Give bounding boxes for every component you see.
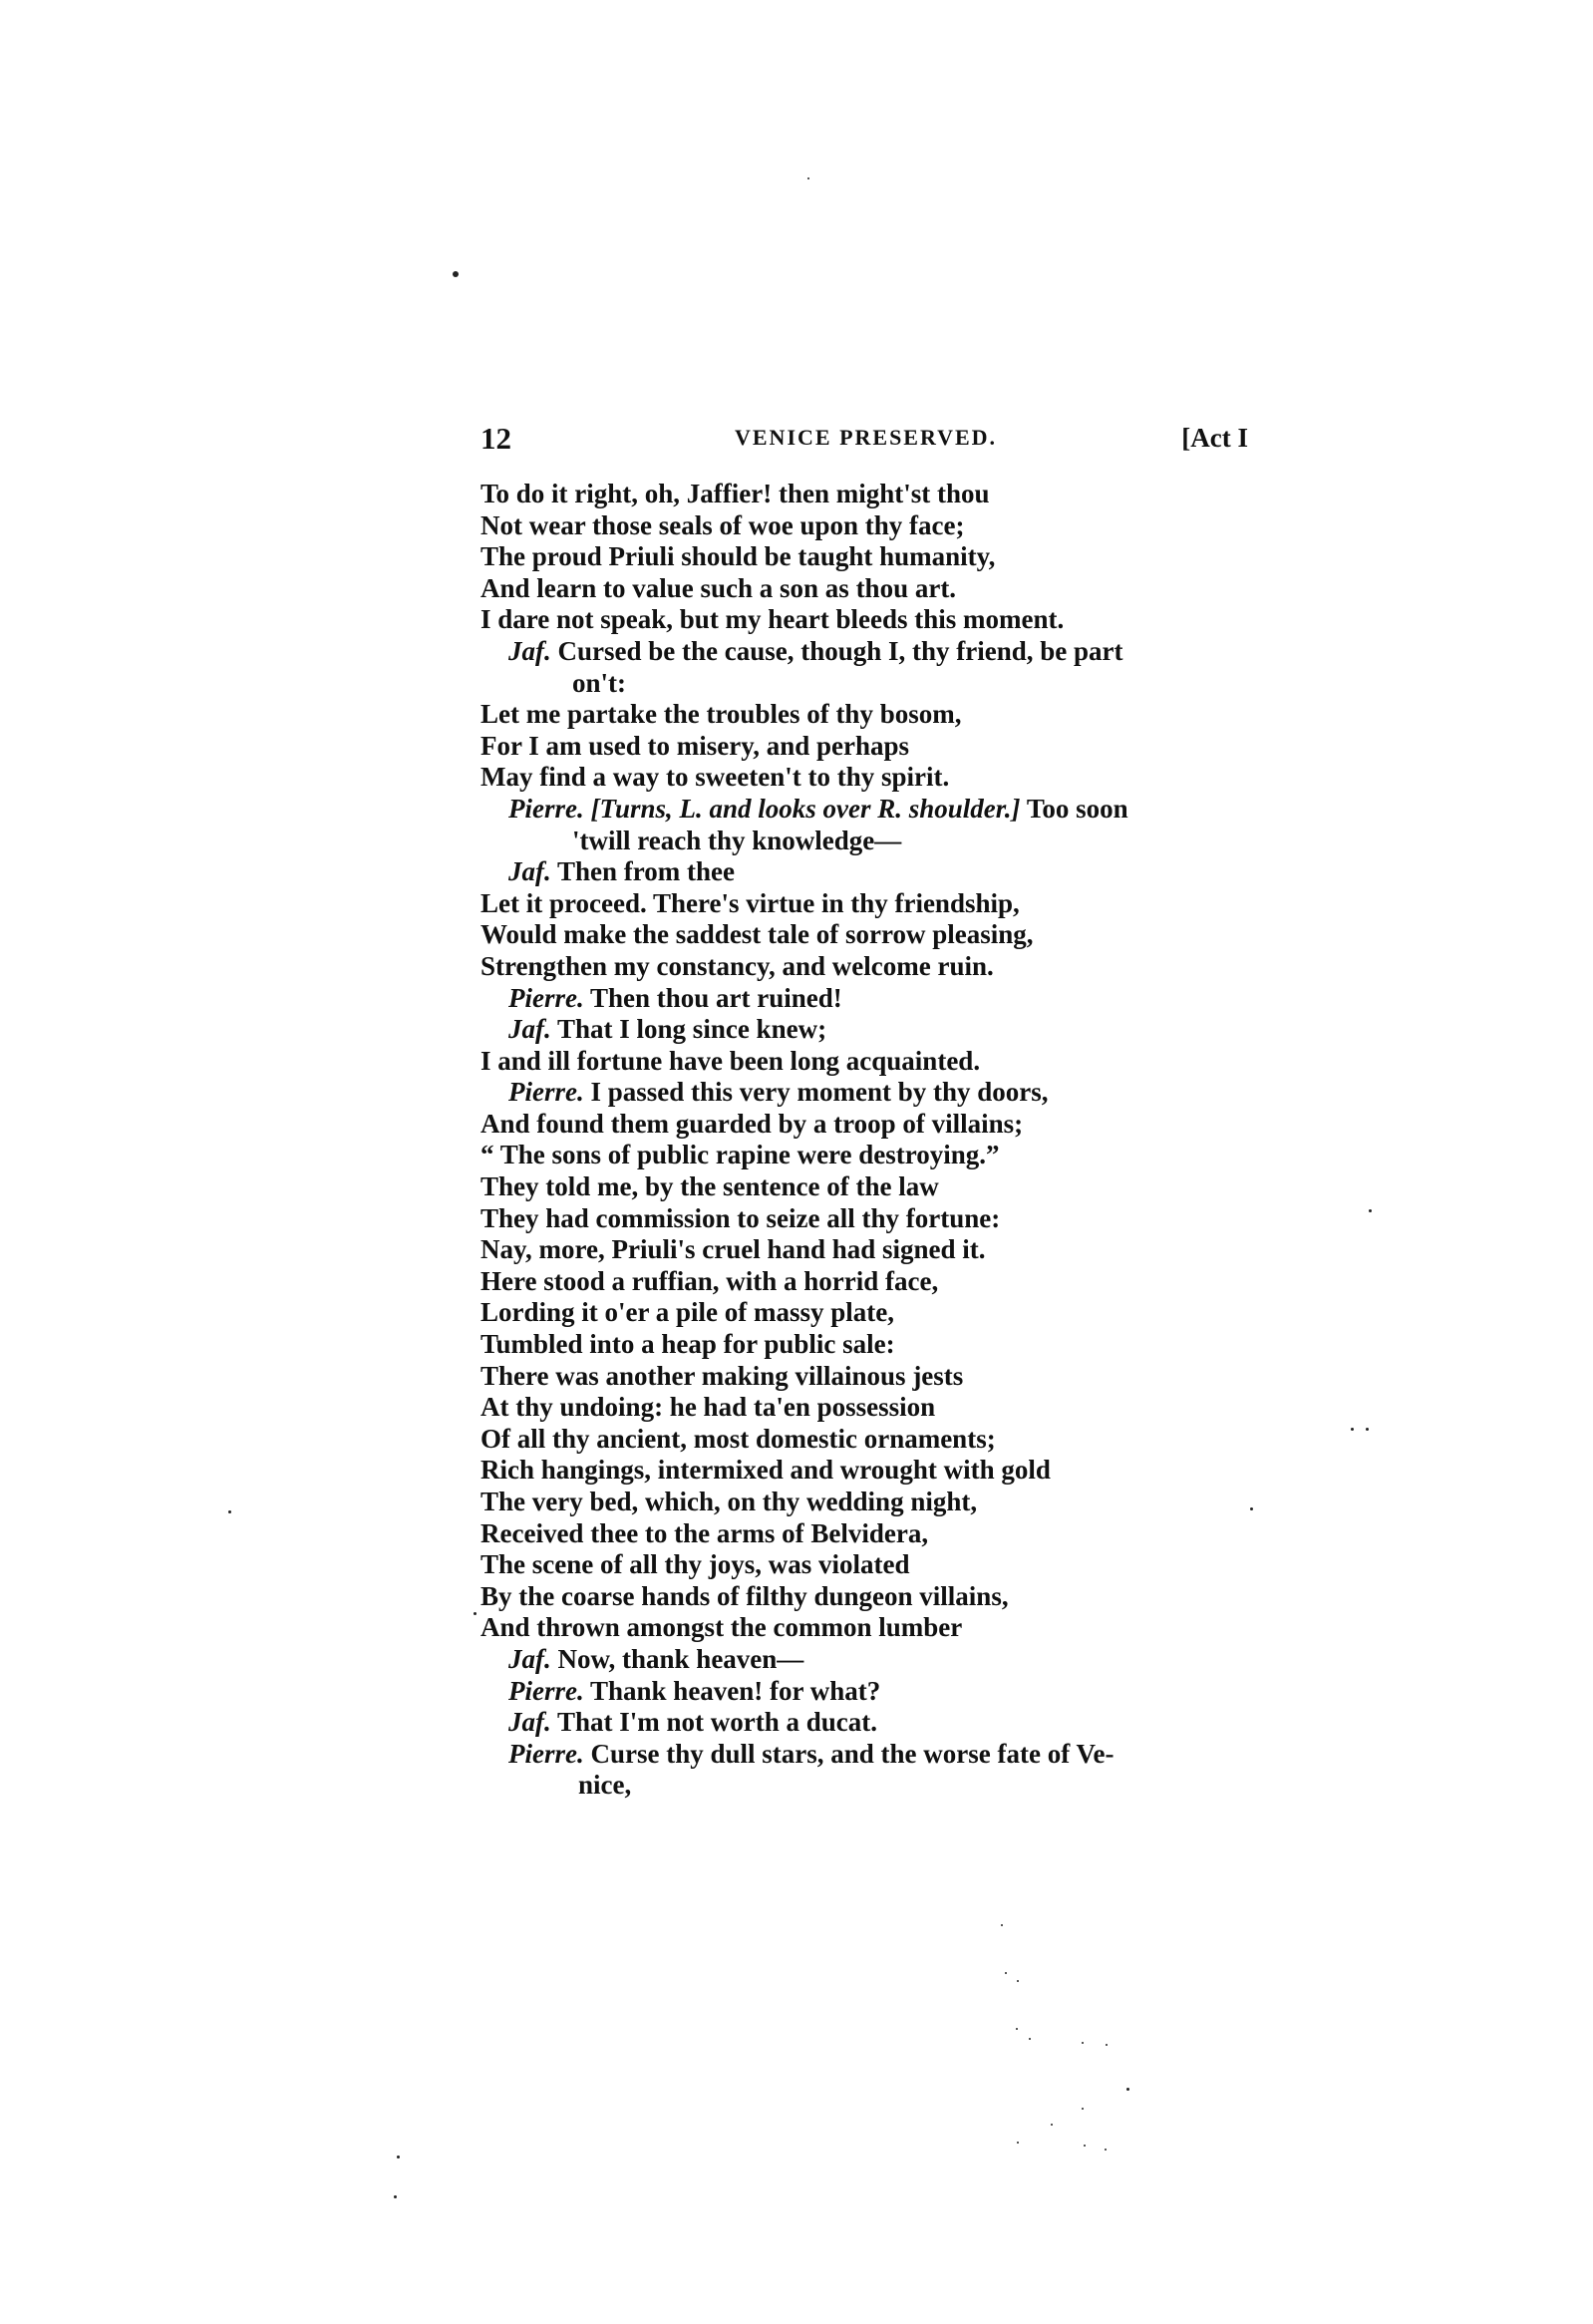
line-text: Then from thee	[557, 856, 735, 887]
scan-speck	[1017, 1980, 1019, 1982]
line-text: “ The sons of public rapine were destroying.”	[480, 1140, 1000, 1170]
line-text: Of all thy ancient, most domestic ornaments;	[480, 1423, 996, 1454]
text-line	[480, 573, 1278, 605]
text-line	[480, 1109, 1278, 1141]
line-text: That I long since knew;	[557, 1014, 827, 1045]
text-line	[480, 1140, 1278, 1171]
text-line	[480, 731, 1278, 763]
text-line	[480, 826, 1278, 857]
stage-direction: [Turns, L. and looks over R. shoulder.]	[590, 793, 1021, 824]
running-title: VENICE PRESERVED.	[735, 425, 998, 450]
line-text: Would make the saddest tale of sorrow pleasing,	[480, 919, 1034, 950]
text-line	[480, 762, 1278, 794]
line-text: on't:	[572, 667, 626, 698]
line-text: The proud Priuli should be taught humanity,	[480, 541, 996, 572]
scan-speck	[453, 271, 459, 277]
line-text: And learn to value such a son as thou art.	[480, 572, 957, 603]
scan-speck	[1051, 2124, 1053, 2126]
act-marker: [Act I	[1181, 423, 1248, 453]
line-text: Here stood a ruffian, with a horrid face,	[480, 1265, 939, 1296]
text-line	[480, 1770, 1278, 1802]
text-line	[480, 1266, 1278, 1298]
text-line	[480, 636, 1278, 668]
scan-speck	[1001, 1924, 1003, 1926]
line-text: nice,	[578, 1770, 632, 1801]
line-text: Curse thy dull stars, and the worse fate of Ve-	[590, 1738, 1115, 1769]
speaker-name: Pierre.	[508, 1077, 584, 1108]
line-text: Not wear those seals of woe upon thy face;	[480, 509, 965, 540]
scan-speck	[1351, 1428, 1354, 1431]
line-text: Thank heaven! for what?	[590, 1675, 881, 1706]
text-line	[480, 1046, 1278, 1078]
scan-speck	[1084, 2145, 1086, 2147]
scan-speck	[1126, 2088, 1129, 2091]
text-line	[480, 856, 1278, 888]
line-text: I passed this very moment by thy doors,	[590, 1077, 1049, 1108]
text-line	[480, 1518, 1278, 1550]
scan-speck	[1029, 2038, 1031, 2040]
scan-speck	[1105, 2149, 1107, 2151]
text-line	[480, 604, 1278, 636]
scan-speck	[1017, 2142, 1019, 2144]
line-text: Let it proceed. There's virtue in thy friendship,	[480, 887, 1020, 918]
line-text: The scene of all thy joys, was violated	[480, 1549, 910, 1580]
scan-speck	[1082, 2108, 1084, 2110]
line-text: They told me, by the sentence of the law	[480, 1171, 939, 1202]
text-line	[480, 1297, 1278, 1329]
line-text: Let me partake the troubles of thy bosom,	[480, 699, 962, 730]
scan-speck	[1016, 2028, 1018, 2030]
line-text: For I am used to misery, and perhaps	[480, 730, 910, 761]
text-line	[480, 479, 1278, 510]
line-text: That I'm not worth a ducat.	[557, 1707, 878, 1738]
page-header	[480, 421, 1258, 457]
line-text: By the coarse hands of filthy dungeon villains,	[480, 1580, 1009, 1611]
scan-speck	[1250, 1507, 1253, 1510]
speaker-name: Pierre.	[508, 1675, 584, 1706]
page-number: 12	[480, 421, 511, 456]
scan-speck	[807, 177, 809, 179]
text-line	[480, 1203, 1278, 1235]
line-text: Then thou art ruined!	[590, 982, 842, 1013]
line-text: They had commission to seize all thy fortune:	[480, 1202, 1001, 1233]
text-line	[480, 1549, 1278, 1581]
line-text: Tumbled into a heap for public sale:	[480, 1329, 895, 1360]
speaker-name: Jaf.	[508, 1014, 551, 1045]
scan-speck	[474, 1612, 477, 1615]
line-text: Received thee to the arms of Belvidera,	[480, 1517, 929, 1548]
text-line	[480, 1171, 1278, 1203]
text-line	[480, 1581, 1278, 1613]
speaker-name: Pierre.	[508, 1738, 584, 1769]
line-text: And thrown amongst the common lumber	[480, 1612, 963, 1643]
scan-speck	[1366, 1428, 1369, 1431]
line-text: 'twill reach thy knowledge—	[572, 825, 902, 855]
line-text: Lording it o'er a pile of massy plate,	[480, 1297, 894, 1328]
text-line	[480, 510, 1278, 542]
text-line	[480, 1424, 1278, 1456]
scan-speck	[394, 2195, 397, 2198]
text-line	[480, 951, 1278, 983]
play-text	[480, 479, 1278, 1802]
text-line	[480, 1487, 1278, 1518]
scan-speck	[1082, 2042, 1084, 2044]
line-text: I and ill fortune have been long acquainted.	[480, 1045, 981, 1076]
text-line	[480, 1707, 1278, 1739]
line-text: Nay, more, Priuli's cruel hand had signed it.	[480, 1234, 986, 1265]
text-line	[480, 699, 1278, 731]
text-line	[480, 1739, 1278, 1771]
text-line	[480, 668, 1278, 700]
text-line	[480, 1077, 1278, 1109]
line-text: Too soon	[1026, 793, 1128, 824]
speaker-name: Jaf.	[508, 635, 551, 666]
text-line	[480, 1612, 1278, 1644]
text-line	[480, 541, 1278, 573]
text-line	[480, 1644, 1278, 1676]
speaker-name: Jaf.	[508, 856, 551, 887]
scan-speck	[397, 2156, 400, 2158]
speaker-name: Pierre.	[508, 982, 584, 1013]
line-text: May find a way to sweeten't to thy spirit.	[480, 762, 950, 793]
scan-speck	[1106, 2044, 1108, 2046]
text-line	[480, 1361, 1278, 1393]
line-text: And found them guarded by a troop of villains;	[480, 1108, 1024, 1139]
speaker-name: Jaf.	[508, 1643, 551, 1674]
text-line	[480, 919, 1278, 951]
line-text: There was another making villainous jests	[480, 1360, 964, 1391]
text-line	[480, 1676, 1278, 1708]
line-text: I dare not speak, but my heart bleeds this moment.	[480, 604, 1065, 635]
text-line	[480, 1234, 1278, 1266]
scan-speck	[228, 1510, 231, 1513]
line-text: Now, thank heaven—	[557, 1643, 804, 1674]
scan-speck	[1369, 1209, 1372, 1212]
text-line	[480, 1455, 1278, 1487]
speaker-name: Pierre.	[508, 793, 584, 824]
speaker-name: Jaf.	[508, 1707, 551, 1738]
scan-speck	[1005, 1972, 1007, 1974]
line-text: The very bed, which, on thy wedding night,	[480, 1487, 978, 1516]
line-text: Rich hangings, intermixed and wrought with gold	[480, 1455, 1051, 1486]
line-text: At thy undoing: he had ta'en possession	[480, 1392, 936, 1423]
text-line	[480, 1392, 1278, 1424]
line-text: To do it right, oh, Jaffier! then might'st thou	[480, 479, 990, 508]
text-line	[480, 888, 1278, 920]
line-text: Cursed be the cause, though I, thy friend, be part	[557, 635, 1123, 666]
text-line	[480, 983, 1278, 1015]
text-line	[480, 1329, 1278, 1361]
text-line	[480, 1014, 1278, 1046]
text-line	[480, 794, 1278, 826]
line-text: Strengthen my constancy, and welcome ruin.	[480, 950, 994, 981]
